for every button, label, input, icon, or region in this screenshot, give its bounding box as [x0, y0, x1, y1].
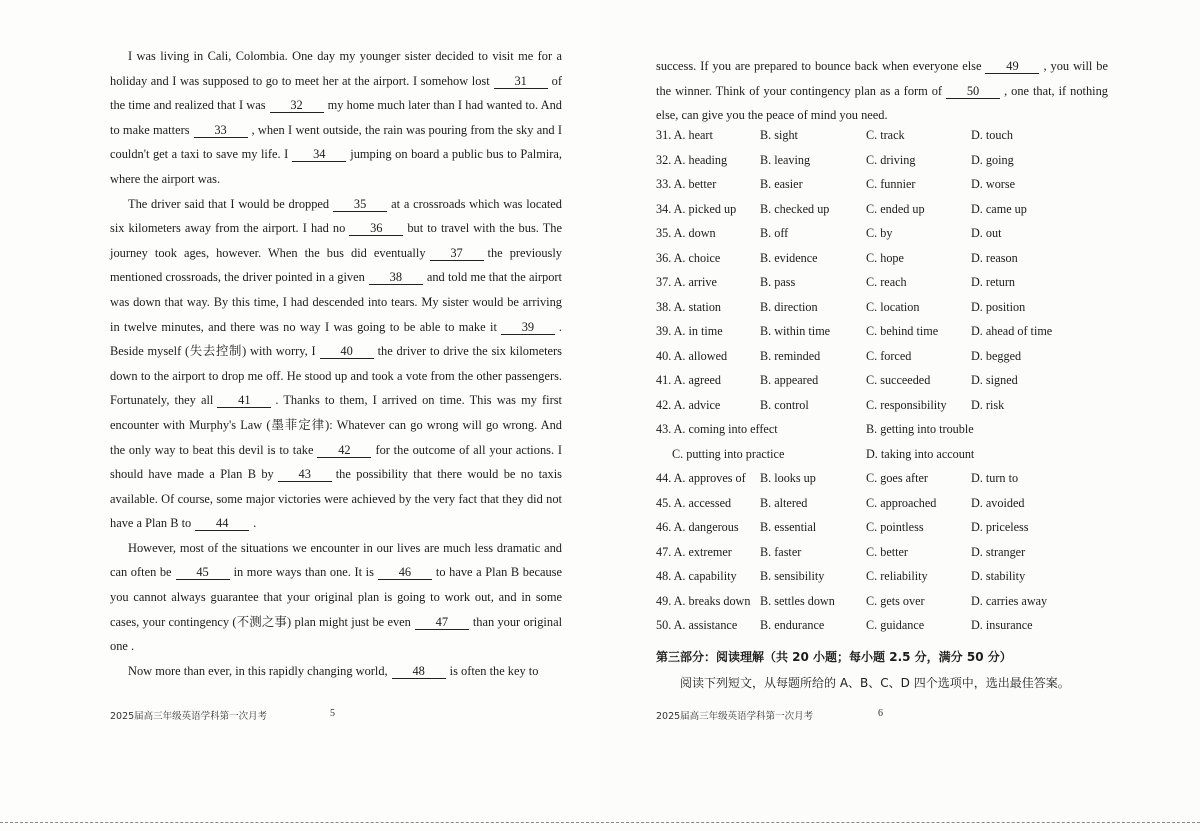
passage-text: and told me that the airport was down that way. By this time, I had descended into tears. My sister would be arriving in twelve minutes, and there was no way I was going to be able to make it — [110, 270, 562, 334]
option-row — [656, 542, 1126, 567]
blank-42: 42 — [317, 444, 371, 458]
passage-text: to have a Plan B because you cannot always guarantee that your original plan is going to work out, and in some cases, your contingency (不测之事) plan might just be even — [110, 565, 562, 629]
passage-paragraph-4 — [110, 659, 562, 684]
option-row — [656, 125, 1126, 150]
option-d: D. worse — [971, 177, 1016, 191]
blank-46: 46 — [378, 566, 432, 580]
passage-text: , you will be the winner. Think of your contingency plan as a form of — [656, 59, 1108, 98]
option-c: C. succeeded — [866, 373, 931, 387]
option-a: 38. A. station — [656, 299, 722, 314]
footer-title: 2025届高三年级英语学科第一次月考 — [110, 711, 268, 722]
blank-39: 39 — [501, 321, 555, 335]
option-b: B. essential — [760, 520, 817, 534]
blank-38: 38 — [369, 271, 423, 285]
option-b: B. off — [760, 226, 789, 240]
passage-text: . Beside myself (失去控制) with worry, I — [110, 319, 562, 359]
option-a: 49. A. breaks down — [656, 593, 751, 608]
passage-text: Now more than ever, in this rapidly changing world, — [128, 663, 388, 678]
option-a: 31. A. heart — [656, 128, 713, 142]
option-c: C. pointless — [866, 520, 924, 534]
passage-text: , when I went outside, the rain was pouring from the sky and I couldn't get a taxi to save my life. I — [110, 122, 562, 162]
option-d: D. avoided — [971, 495, 1025, 510]
option-d: D. taking into account — [866, 446, 975, 461]
option-c: C. responsibility — [866, 397, 947, 412]
passage-text: the driver to drive the six kilometers down to the airport to drop me off. He stood up and took a vote from the other passengers. Fortunately, they all — [110, 344, 562, 408]
option-c: C. putting into practice — [672, 446, 785, 461]
passage-text: for the outcome of all your actions. I should have made a Plan B by — [110, 442, 562, 482]
page-footer-right — [656, 708, 883, 722]
option-c: C. approached — [866, 495, 937, 510]
section-title: 第三部分：阅读理解（共 20 小题；每小题 2.5 分，满分 50 分） — [656, 650, 1012, 664]
option-b: B. faster — [760, 544, 802, 559]
option-c: C. better — [866, 544, 908, 559]
option-d: D. begged — [971, 348, 1022, 363]
passage-text: success. If you are prepared to bounce back when everyone else — [656, 59, 982, 73]
cloze-passage — [110, 44, 562, 683]
footer-title: 2025届高三年级英语学科第一次月考 — [656, 711, 814, 722]
option-row — [656, 248, 1126, 273]
option-a: 45. A. accessed — [656, 495, 732, 510]
blank-44: 44 — [195, 517, 249, 531]
option-b: B. settles down — [760, 593, 835, 608]
option-d: D. risk — [971, 397, 1005, 412]
option-d: D. stability — [971, 569, 1026, 583]
scan-edge-line — [0, 822, 1200, 823]
option-c: C. behind time — [866, 324, 939, 338]
option-d: D. signed — [971, 373, 1018, 387]
option-row — [656, 272, 1126, 297]
option-a: 47. A. extremer — [656, 544, 732, 559]
page-footer-left — [110, 708, 335, 722]
option-a: 41. A. agreed — [656, 373, 721, 387]
blank-48: 48 — [392, 665, 446, 679]
option-a: 48. A. capability — [656, 569, 737, 583]
option-row — [656, 517, 1126, 542]
option-a: 34. A. picked up — [656, 201, 737, 216]
passage-text: the possibility that there would be no taxis available. Of course, some major victories were achieved by the very fact that they did not have a Plan B to — [110, 467, 562, 531]
option-d: D. position — [971, 299, 1026, 314]
blank-50: 50 — [946, 85, 1000, 99]
option-row — [656, 297, 1126, 322]
passage-text: . Thanks to them, I arrived on time. This was my first encounter with Murphy's Law (墨菲定律): Whatever can go wrong will go wrong. And the only way to beat this devil is to take — [110, 393, 562, 457]
blank-45: 45 — [176, 566, 230, 580]
option-b: B. leaving — [760, 152, 811, 167]
option-b: B. appeared — [760, 373, 819, 387]
option-c: C. by — [866, 226, 893, 240]
passage-text: I was living in Cali, Colombia. One day my younger sister decided to visit me for a holiday and I was supposed to go to meet her at the airport. I somehow lost — [110, 49, 562, 88]
option-b: B. direction — [760, 299, 818, 314]
option-b: B. checked up — [760, 201, 830, 216]
blank-33: 33 — [194, 124, 248, 138]
blank-40: 40 — [320, 345, 374, 359]
option-row — [656, 395, 1126, 420]
option-a: 37. A. arrive — [656, 275, 717, 289]
option-a: 43. A. coming into effect — [656, 422, 778, 436]
option-row — [656, 223, 1126, 248]
option-d: D. going — [971, 152, 1014, 167]
option-row — [656, 615, 1126, 640]
option-c: C. guidance — [866, 618, 925, 632]
option-a: 50. A. assistance — [656, 618, 738, 632]
option-row — [656, 174, 1126, 199]
passage-text: The driver said that I would be dropped — [128, 196, 330, 211]
passage-text: in more ways than one. It is — [233, 565, 374, 580]
passage-text: However, most of the situations we encounter in our lives are much less dramatic and can often be — [110, 540, 562, 580]
option-a: 36. A. choice — [656, 250, 721, 265]
option-a: 42. A. advice — [656, 397, 721, 412]
option-row — [656, 468, 1126, 493]
option-row — [656, 566, 1126, 591]
option-b: B. easier — [760, 177, 803, 191]
passage-text: . — [253, 516, 257, 531]
option-b: B. sight — [760, 128, 798, 142]
option-a: 35. A. down — [656, 226, 716, 240]
blank-37: 37 — [430, 247, 484, 261]
option-d: D. ahead of time — [971, 324, 1053, 338]
section-instruction: 阅读下列短文，从每题所给的 A、B、C、D 四个选项中，选出最佳答案。 — [680, 676, 1070, 690]
option-d: D. out — [971, 226, 1002, 240]
option-d: D. stranger — [971, 544, 1026, 559]
blank-31: 31 — [494, 75, 548, 89]
page-number: 5 — [330, 708, 335, 719]
blank-35: 35 — [333, 198, 387, 212]
passage-text: jumping on board a public bus to Palmira, where the airport was. — [110, 147, 562, 186]
option-b: B. getting into trouble — [866, 422, 974, 436]
option-c: C. gets over — [866, 593, 925, 608]
option-row — [656, 321, 1126, 346]
option-d: D. came up — [971, 201, 1027, 216]
exam-page-right — [600, 0, 1200, 831]
option-b: B. sensibility — [760, 569, 825, 583]
option-d: D. touch — [971, 128, 1013, 142]
option-row — [656, 493, 1126, 518]
option-c: C. reliability — [866, 569, 928, 583]
passage-text: my home much later than I had wanted to. And to make matters — [110, 98, 562, 137]
option-c: C. location — [866, 299, 920, 314]
continuation-paragraph — [656, 54, 1108, 128]
passage-text: than your original one . — [110, 614, 563, 654]
option-row — [656, 199, 1126, 224]
option-d: D. turn to — [971, 471, 1019, 485]
option-c: C. forced — [866, 348, 912, 363]
option-c: C. driving — [866, 152, 916, 167]
option-b: B. control — [760, 397, 809, 412]
option-c: C. ended up — [866, 201, 925, 216]
passage-text: the previously mentioned crossroads, the driver pointed in a given — [110, 245, 562, 285]
option-c: C. track — [866, 128, 905, 142]
option-b: B. reminded — [760, 348, 821, 363]
option-row — [656, 419, 1126, 444]
passage-text: is often the key to — [449, 663, 539, 678]
option-row — [656, 370, 1126, 395]
blank-32: 32 — [270, 99, 324, 113]
option-a: 44. A. approves of — [656, 471, 746, 485]
option-a: 33. A. better — [656, 177, 717, 191]
blank-47: 47 — [415, 616, 469, 630]
option-a: 46. A. dangerous — [656, 520, 739, 534]
passage-paragraph-1 — [110, 44, 562, 192]
passage-text: of the time and realized that I was — [110, 73, 562, 113]
option-a: 40. A. allowed — [656, 348, 728, 363]
option-d: D. carries away — [971, 593, 1048, 608]
option-b: B. endurance — [760, 618, 825, 632]
passage-paragraph-2 — [110, 192, 562, 536]
passage-text: at a crossroads which was located six kilometers away from the airport. I had no — [110, 196, 562, 236]
option-row — [656, 444, 1126, 469]
option-c: C. reach — [866, 275, 907, 289]
option-b: B. within time — [760, 324, 831, 338]
blank-41: 41 — [217, 394, 271, 408]
option-row — [656, 591, 1126, 616]
passage-paragraph-3 — [110, 536, 562, 659]
option-b: B. evidence — [760, 250, 818, 265]
option-c: C. funnier — [866, 177, 916, 191]
option-row — [656, 346, 1126, 371]
passage-text: but to travel with the bus. The journey took ages, however. When the bus did eventually — [110, 221, 562, 260]
option-a: 32. A. heading — [656, 152, 728, 167]
blank-49: 49 — [985, 60, 1039, 74]
option-d: D. insurance — [971, 618, 1033, 632]
passage-continuation — [656, 54, 1108, 128]
passage-text: , one that, if nothing else, can give you the peace of mind you need. — [656, 83, 1108, 123]
option-row — [656, 150, 1126, 175]
blank-36: 36 — [349, 222, 403, 236]
answer-options — [656, 125, 1126, 640]
option-b: B. altered — [760, 495, 808, 510]
option-b: B. pass — [760, 275, 796, 289]
blank-34: 34 — [292, 148, 346, 162]
option-d: D. return — [971, 275, 1015, 289]
option-c: C. goes after — [866, 471, 928, 485]
option-d: D. priceless — [971, 520, 1029, 534]
option-c: C. hope — [866, 250, 904, 265]
option-b: B. looks up — [760, 471, 816, 485]
option-a: 39. A. in time — [656, 324, 723, 338]
blank-43: 43 — [278, 468, 332, 482]
page-number: 6 — [878, 708, 883, 719]
option-d: D. reason — [971, 250, 1018, 265]
